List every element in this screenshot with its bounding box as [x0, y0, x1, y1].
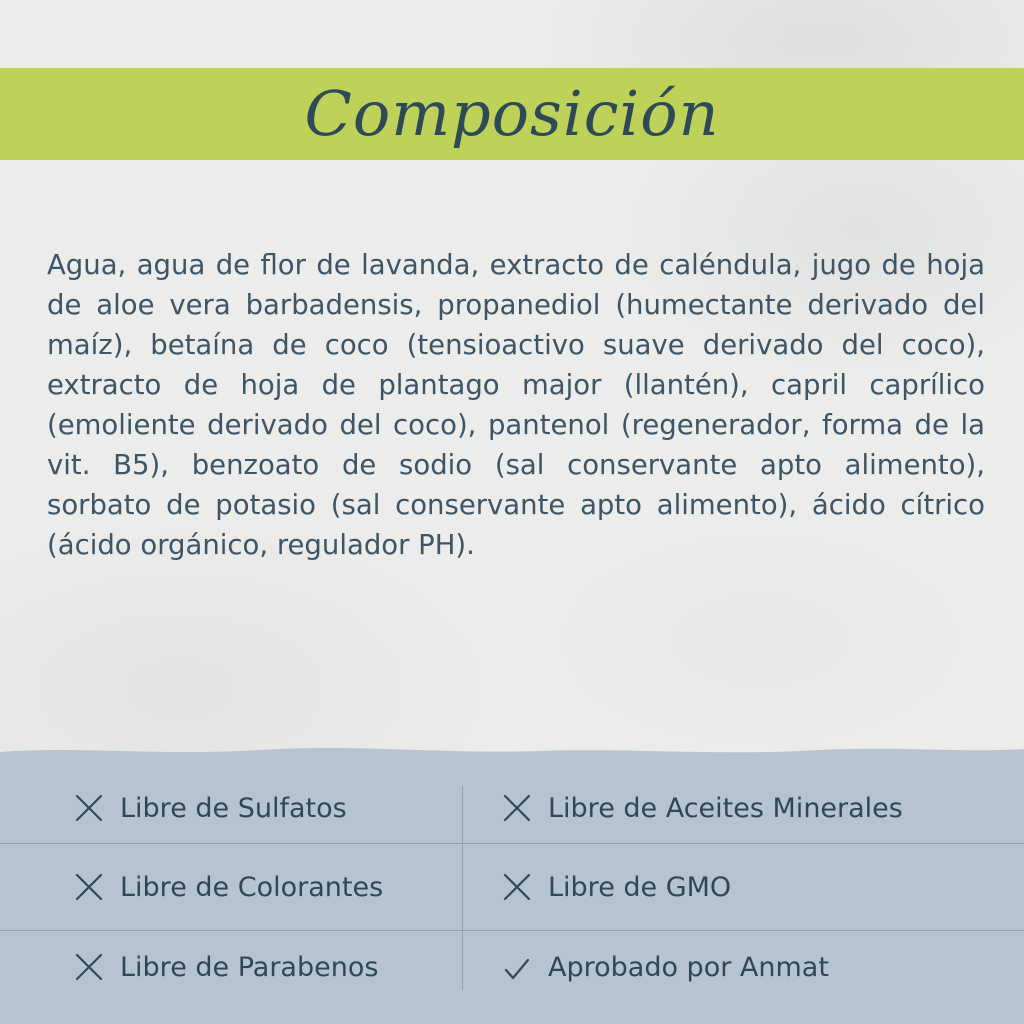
- ingredients-text: Agua, agua de flor de lavanda, extracto de caléndula, jugo de hoja de aloe vera barbadensis, propanediol (humectante derivado del maíz), betaína de coco (tensioactivo suave derivado del coco), extracto de hoja de plantago major (llantén), capril caprílico (emoliente derivado del coco), pantenol (regenerador, forma de la vit. B5), benzoato de sodio (sal conservante apto alimento), sorbato de potasio (sal conservante apto alimento), ácido cítrico (ácido orgánico, regulador PH).: [47, 249, 985, 561]
- claims-divider-1: [0, 843, 1024, 844]
- claim-label: Libre de Parabenos: [120, 951, 379, 983]
- claim-item-aceites-minerales: [500, 786, 903, 830]
- claim-item-colorantes: [72, 865, 383, 909]
- x-icon: [500, 870, 534, 904]
- claim-label: Libre de Colorantes: [120, 871, 384, 903]
- claim-item-anmat: [500, 945, 829, 989]
- claims-column-divider: [462, 786, 463, 990]
- claims-divider-2: [0, 930, 1024, 931]
- x-icon: [72, 791, 106, 825]
- claim-item-sulfatos: [72, 786, 347, 830]
- check-icon: [500, 950, 534, 984]
- page-title: Composición: [304, 77, 720, 150]
- claim-label: Aprobado por Anmat: [548, 951, 829, 983]
- claim-label: Libre de GMO: [548, 871, 732, 903]
- claim-label: Libre de Sulfatos: [120, 792, 347, 824]
- x-icon: [72, 950, 106, 984]
- claim-label: Libre de Aceites Minerales: [548, 792, 903, 824]
- x-icon: [500, 791, 534, 825]
- x-icon: [72, 870, 106, 904]
- claim-item-parabenos: [72, 945, 378, 989]
- claim-item-gmo: [500, 865, 731, 909]
